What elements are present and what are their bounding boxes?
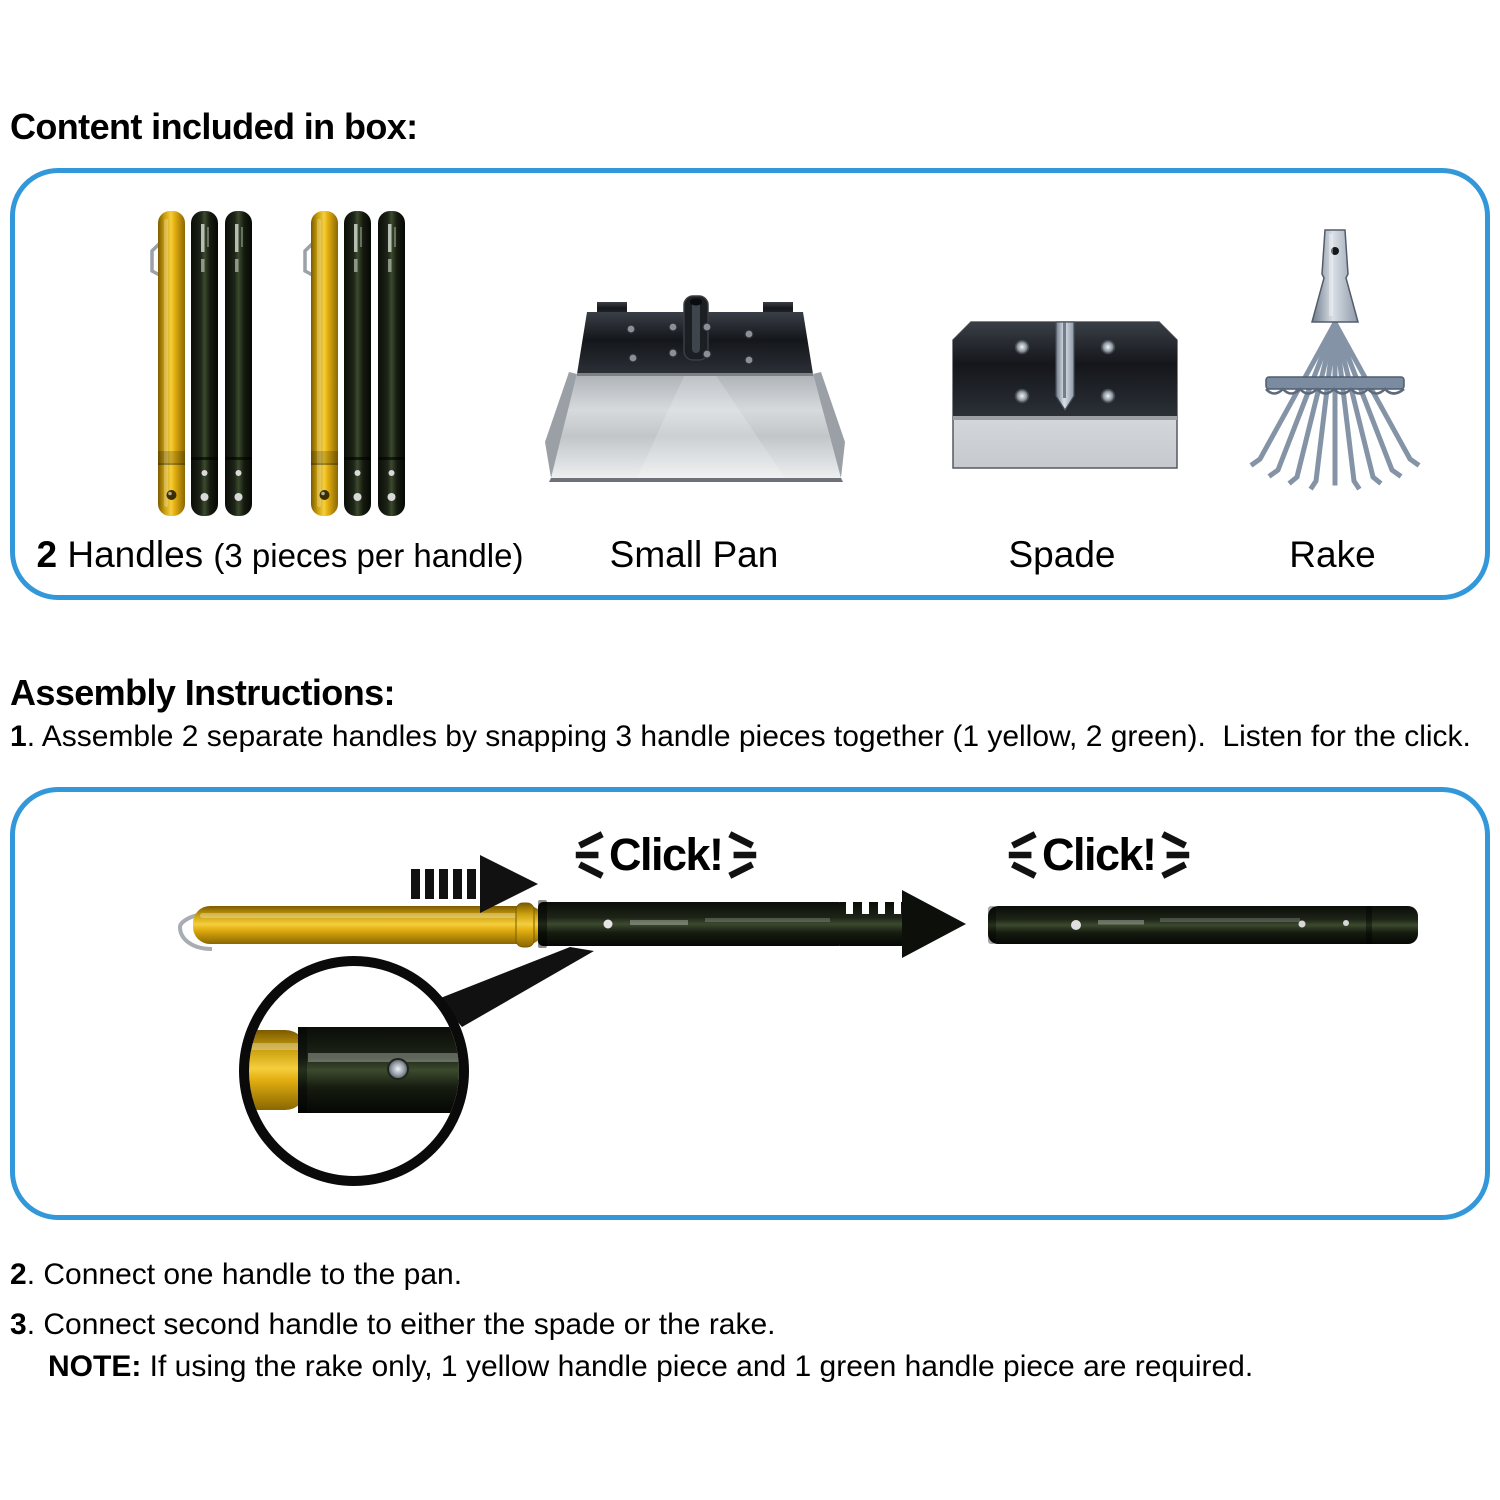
click-label: Click!	[1042, 829, 1156, 880]
small-pan-illustration	[545, 282, 845, 482]
handles-name: Handles	[57, 534, 214, 575]
assembly-title: Assembly Instructions:	[10, 672, 395, 713]
yellow-handle-piece	[180, 903, 545, 949]
step-3	[10, 1308, 776, 1342]
handle-set-2	[305, 211, 405, 516]
small-pan-label: Small Pan	[609, 534, 779, 575]
note-label: NOTE:	[48, 1350, 142, 1383]
rake-socket	[1312, 230, 1358, 322]
handle-set-1	[152, 211, 252, 516]
handles-count: 2	[36, 534, 58, 575]
click-callout-1	[572, 824, 760, 886]
handles-illustration	[140, 203, 430, 523]
magnifier-callout-wedge	[438, 947, 594, 1027]
handles-label	[20, 534, 540, 576]
handles-detail: (3 pieces per handle)	[213, 537, 524, 574]
note-line	[48, 1350, 1253, 1384]
rake-tines	[1253, 323, 1417, 487]
note-text: If using the rake only, 1 yellow handle piece and 1 green handle piece are required.	[141, 1350, 1254, 1383]
step-2	[10, 1258, 462, 1292]
step-2-text: . Connect one handle to the pan.	[26, 1258, 463, 1291]
step-2-number: 2	[10, 1258, 27, 1291]
content-box-title: Content included in box:	[10, 106, 418, 147]
step-3-number: 3	[10, 1308, 27, 1341]
step-1-text: . Assemble 2 separate handles by snapping 3 handle pieces together (1 yellow, 2 green). Listen for the click.	[26, 720, 1471, 753]
click-burst-right-icon	[726, 824, 760, 886]
click-callout-2	[1005, 824, 1193, 886]
click-burst-right-icon	[1159, 824, 1193, 886]
rake-crossbar	[1266, 377, 1404, 389]
green-handle-piece-2	[988, 906, 1418, 944]
rake-label: Rake	[1289, 534, 1376, 575]
click-burst-left-icon	[1005, 824, 1039, 886]
magnifier-circle	[235, 961, 470, 1181]
green-handle-piece-1	[538, 890, 966, 958]
click-label: Click!	[609, 829, 723, 880]
step-1-number: 1	[10, 720, 27, 753]
step-1	[10, 720, 1471, 754]
rake-illustration	[1250, 227, 1420, 483]
step-3-text: . Connect second handle to either the spade or the rake.	[26, 1308, 776, 1341]
spade-illustration	[945, 320, 1185, 480]
spade-label: Spade	[1008, 534, 1116, 575]
click-burst-left-icon	[572, 824, 606, 886]
